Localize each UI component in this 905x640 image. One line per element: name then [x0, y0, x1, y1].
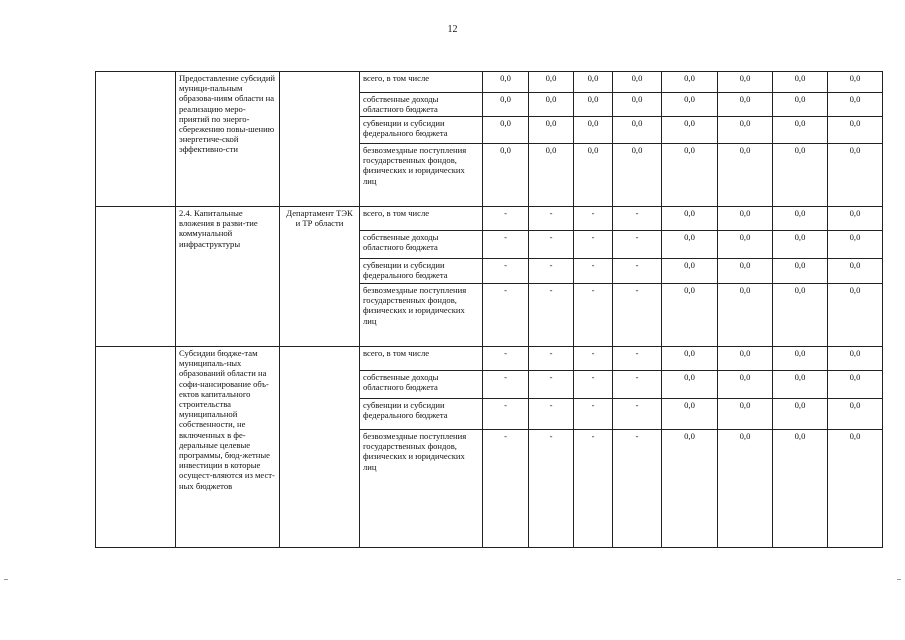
table-row: [96, 347, 883, 371]
value-cell: -: [483, 259, 529, 284]
value-cell: -: [483, 430, 529, 548]
value-cell: 0,0: [828, 399, 883, 430]
value-cell: 0,0: [773, 144, 828, 207]
value-cell: 0,0: [773, 72, 828, 93]
value-cell: -: [529, 399, 574, 430]
value-cell: 0,0: [574, 72, 613, 93]
value-cell: -: [483, 284, 529, 347]
value-cell: 0,0: [529, 72, 574, 93]
value-cell: 0,0: [529, 117, 574, 144]
value-cell: 0,0: [718, 117, 773, 144]
value-cell: 0,0: [773, 117, 828, 144]
value-cell: 0,0: [613, 93, 662, 117]
table-row: [96, 207, 883, 231]
value-cell: -: [529, 284, 574, 347]
value-cell: -: [529, 347, 574, 371]
funding-source: собственные доходы областного бюджета: [360, 231, 483, 259]
value-cell: 0,0: [828, 117, 883, 144]
value-cell: -: [529, 259, 574, 284]
value-cell: 0,0: [718, 231, 773, 259]
value-cell: 0,0: [662, 207, 718, 231]
value-cell: -: [483, 231, 529, 259]
value-cell: 0,0: [718, 284, 773, 347]
page-number: 12: [447, 24, 458, 35]
value-cell: -: [574, 399, 613, 430]
value-cell: -: [613, 371, 662, 399]
value-cell: 0,0: [828, 347, 883, 371]
funding-source: всего, в том числе: [360, 72, 483, 93]
value-cell: -: [529, 231, 574, 259]
value-cell: 0,0: [574, 117, 613, 144]
value-cell: 0,0: [662, 347, 718, 371]
value-cell: 0,0: [773, 207, 828, 231]
value-cell: 0,0: [662, 231, 718, 259]
value-cell: 0,0: [828, 371, 883, 399]
value-cell: -: [483, 347, 529, 371]
value-cell: 0,0: [483, 144, 529, 207]
value-cell: 0,0: [773, 231, 828, 259]
value-cell: 0,0: [662, 117, 718, 144]
value-cell: 0,0: [483, 93, 529, 117]
funding-source: субвенции и субсидии федерального бюджета: [360, 117, 483, 144]
value-cell: 0,0: [828, 93, 883, 117]
funding-source: собственные доходы областного бюджета: [360, 93, 483, 117]
funding-source: субвенции и субсидии федерального бюджета: [360, 259, 483, 284]
value-cell: 0,0: [718, 72, 773, 93]
value-cell: 0,0: [773, 399, 828, 430]
value-cell: 0,0: [773, 259, 828, 284]
value-cell: 0,0: [718, 371, 773, 399]
measure-name: Субсидии бюдже-там муниципаль-ных образований области на софи-нансирование объ-ектов капитального строительства муниципальной собственности, не включенных в фе-деральные целевые программы, бюд-жетные инвестиции в которые осущест-вляются из мест-ных бюджетов: [176, 347, 280, 548]
blank-cell: [96, 207, 176, 347]
value-cell: -: [613, 399, 662, 430]
value-cell: -: [529, 371, 574, 399]
value-cell: 0,0: [483, 72, 529, 93]
value-cell: -: [613, 347, 662, 371]
value-cell: 0,0: [574, 144, 613, 207]
measure-name: 2.4. Капитальные вложения в разви-тие коммунальной инфраструктуры: [176, 207, 280, 347]
value-cell: -: [483, 371, 529, 399]
value-cell: 0,0: [718, 259, 773, 284]
value-cell: 0,0: [828, 231, 883, 259]
margin-mark: [897, 579, 901, 580]
value-cell: -: [613, 259, 662, 284]
value-cell: -: [483, 207, 529, 231]
value-cell: 0,0: [529, 93, 574, 117]
value-cell: 0,0: [662, 399, 718, 430]
value-cell: -: [574, 284, 613, 347]
table-body: [96, 72, 883, 548]
value-cell: 0,0: [828, 207, 883, 231]
department-cell: [280, 72, 360, 207]
value-cell: 0,0: [828, 259, 883, 284]
value-cell: 0,0: [828, 72, 883, 93]
value-cell: 0,0: [662, 430, 718, 548]
funding-source: безвозмездные поступления государственных фондов, физических и юридических лиц: [360, 430, 483, 548]
value-cell: 0,0: [613, 144, 662, 207]
value-cell: -: [613, 284, 662, 347]
value-cell: 0,0: [718, 399, 773, 430]
value-cell: -: [613, 207, 662, 231]
blank-cell: [96, 347, 176, 548]
value-cell: 0,0: [718, 430, 773, 548]
department-cell: Департамент ТЭК и ТР области: [280, 207, 360, 347]
funding-source: безвозмездные поступления государственных фондов, физических и юридических лиц: [360, 284, 483, 347]
value-cell: -: [613, 231, 662, 259]
margin-mark: [4, 579, 8, 580]
value-cell: 0,0: [718, 144, 773, 207]
value-cell: 0,0: [483, 117, 529, 144]
value-cell: 0,0: [773, 430, 828, 548]
value-cell: 0,0: [718, 207, 773, 231]
value-cell: -: [613, 430, 662, 548]
value-cell: 0,0: [773, 371, 828, 399]
table-row: [96, 72, 883, 93]
value-cell: 0,0: [773, 93, 828, 117]
value-cell: -: [529, 207, 574, 231]
budget-table: [95, 71, 883, 548]
department-cell: [280, 347, 360, 548]
value-cell: 0,0: [662, 72, 718, 93]
blank-cell: [96, 72, 176, 207]
measure-name: Предоставление субсидий муници-пальным образова-ниям области на реализацию меро-приятий по энерго-сбережению повы-шению энергетиче-ской эффективно-сти: [176, 72, 280, 207]
value-cell: 0,0: [574, 93, 613, 117]
value-cell: 0,0: [662, 144, 718, 207]
value-cell: -: [574, 371, 613, 399]
funding-source: всего, в том числе: [360, 347, 483, 371]
value-cell: 0,0: [718, 93, 773, 117]
value-cell: 0,0: [613, 117, 662, 144]
value-cell: 0,0: [662, 93, 718, 117]
value-cell: -: [483, 399, 529, 430]
value-cell: -: [574, 231, 613, 259]
value-cell: 0,0: [662, 284, 718, 347]
value-cell: 0,0: [828, 144, 883, 207]
funding-source: собственные доходы областного бюджета: [360, 371, 483, 399]
funding-source: безвозмездные поступления государственных фондов, физических и юридических лиц: [360, 144, 483, 207]
value-cell: 0,0: [773, 284, 828, 347]
value-cell: -: [574, 347, 613, 371]
value-cell: 0,0: [529, 144, 574, 207]
value-cell: -: [529, 430, 574, 548]
funding-source: всего, в том числе: [360, 207, 483, 231]
funding-source: субвенции и субсидии федерального бюджета: [360, 399, 483, 430]
value-cell: 0,0: [773, 347, 828, 371]
value-cell: 0,0: [662, 259, 718, 284]
value-cell: 0,0: [662, 371, 718, 399]
value-cell: 0,0: [718, 347, 773, 371]
value-cell: 0,0: [613, 72, 662, 93]
value-cell: 0,0: [828, 284, 883, 347]
value-cell: -: [574, 430, 613, 548]
value-cell: -: [574, 207, 613, 231]
value-cell: 0,0: [828, 430, 883, 548]
value-cell: -: [574, 259, 613, 284]
